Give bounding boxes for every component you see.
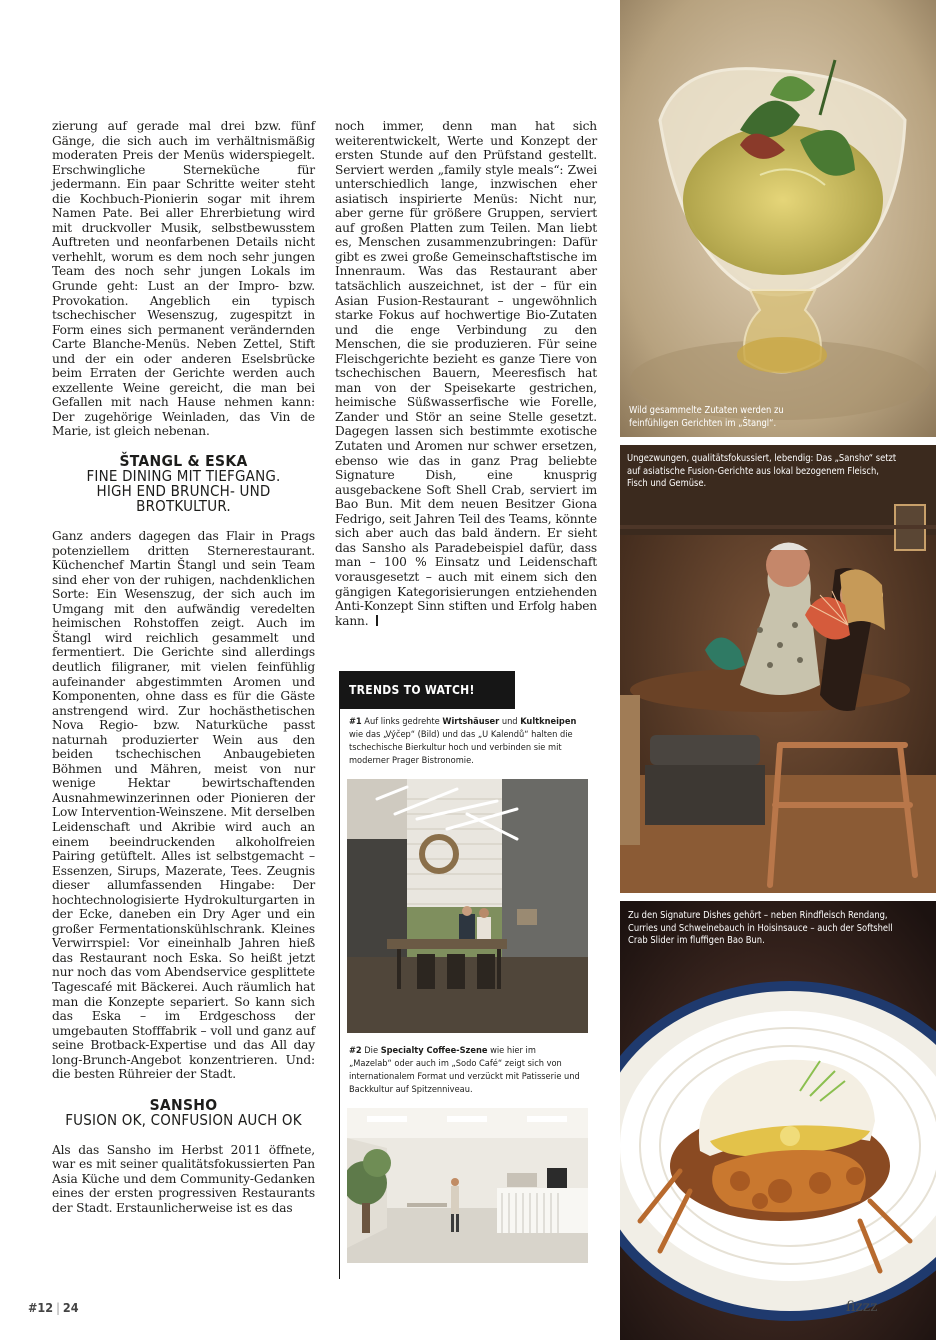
trend-2-text-a: Die xyxy=(361,1045,381,1056)
trend-1-text-c: und xyxy=(499,716,521,727)
trend-1-text-d: wie das „Výčep“ (Bild) und das „U Kalendů“ halten die tschechische Bierkultur hoch und verbinden sie mit moderner Prager Bistronomie. xyxy=(349,729,573,767)
cafe-interior-illustration xyxy=(347,1108,588,1263)
paragraph-sansho-text: noch immer, denn man hat sich weiterentwickelt, Werte und Konzept der ersten Stunde auf den Prüfstand gestellt. Serviert werden „family style meals“: Zwei unterschiedlich lange, inzwischen eher asiatisch inspirierte Menüs: Nicht nur, aber gerne für größere Gruppen, serviert auf großen Platten zum Teilen. Man liebt es, Menschen zusammenzubringen: Dafür gibt es zwei große Gemeinschaftstische im Innenraum. Was das Restaurant aber tatsächlich auszeichnet, ist der – für ein Asian Fusion-Restaurant – ungewöhnlich starke Fokus auf hochwertige Bio-Zutaten und die enge Verbindung zu den Menschen, die sie produzieren. Für seine Fleischgerichte bezieht es ganze Tiere von tschechischen Bauern, Meeresfisch hat man von der Speisekarte gestrichen, heimische Süßwasserfische wie Forelle, Zander und Stör an seine Stelle gesetzt. Dagegen lassen sich bestimmte exotische Zutaten und Aromen nur schwer ersetzen, ebenso wie das in ganz Prag beliebte Signature Dish, eine knusprig ausgebackene Soft Shell Crab, serviert im Bao Bun. Mit dem neuen Besitzer Giona Fedrigo, seit Jahren Teil des Teams, könnte sich aber auch das bald ändern. Er sieht das Sansho als Paradebeispiel dafür, dass man – 100 % Einsatz und Leidenschaft vorausgesetzt – auch mit einem sich den gängigen Kategorisierungen entziehenden Anti-Konzept Sinn stiften und Erfolg haben kann. xyxy=(335,119,597,628)
trend-1-bold-kultkneipen: Kultkneipen xyxy=(520,716,577,727)
section-subtitle-stangl: FINE DINING MIT TIEFGANG. HIGH END BRUNCH- UND BROTKULTUR. xyxy=(86,467,281,516)
photo-softshell-crab-bao xyxy=(620,901,936,1340)
trends-title: TRENDS TO WATCH! xyxy=(349,683,475,697)
section-title-stangl: ŠTANGL & ESKA xyxy=(119,452,248,471)
trend-1-photo-vycep xyxy=(347,779,588,1033)
article-column-2 xyxy=(335,119,597,628)
article-column-1 xyxy=(52,119,315,1216)
trend-1-caption xyxy=(349,715,581,767)
glass-bowl-dish-illustration xyxy=(620,0,936,437)
caption-photo-sansho: Ungezwungen, qualitätsfokussiert, lebendig: Das „Sansho“ setzt auf asiatische Fusion-Gerichte aus lokal bezogenem Fleisch, Fisch und Gemüse. xyxy=(627,453,897,489)
paragraph-stangl-intro: zierung auf gerade mal drei bzw. fünf Gänge, die sich auch im verhältnismäßig moderaten Preis der Menüs widerspiegelt. Erschwingliche Sterneküche für jedermann. Ein paar Schritte weiter steht die Kochbuch-Pionierin sogar mit ihrem Namen Pate. Bei aller Ehrerbietung wird mit druckvoller Musik, selbstbewusstem Auftreten und neonfarbenen Details nicht verhehlt, worum es dem noch sehr jungen Team des noch sehr jungen Lokals im Grunde geht: Lust an der Impro- bzw. Provokation. Angeblich ein typisch tschechischer Wesenszug, zugespitzt in Form eines sich permanent verändernden Carte Blanche-Menüs. Neben Zettel, Stift und der ein oder anderen Eselsbrücke beim Erraten der Gerichte werden auch exzellente Weine gereicht, die man bei Gefallen mit nach Hause nehmen kann: Der zugehörige Weinladen, das Vin de Marie, ist gleich nebenan. xyxy=(52,119,315,439)
paragraph-sansho xyxy=(335,119,597,628)
photo-stangl-dish xyxy=(620,0,936,437)
footer-brand-logo: fizzz xyxy=(846,1299,878,1315)
trend-1-text-a: Auf links gedrehte xyxy=(361,716,443,727)
restaurant-guests-illustration xyxy=(620,445,936,893)
paragraph-sansho-intro: Als das Sansho im Herbst 2011 öffnete, war es mit seiner qualitätsfokussierten Pan Asia Küche und dem Community-Gedanken eines der ersten progressiven Restaurants der Stadt. Erstaunlicherweise ist es das xyxy=(52,1142,315,1215)
trend-1-bold-wirtshaeuser: Wirtshäuser xyxy=(442,716,500,727)
paragraph-stangl: Ganz anders dagegen das Flair in Prags potenziellem dritten Sternerestaurant. Küchenchef Martin Štangl und sein Team sind eher von der ruhigen, nachdenklichen Sorte: Ein Wesenszug, der sich auch im Umgang mit den aufwändig veredelten heimischen Rohstoffen zeigt. Auch im Štangl wird reichlich gesammelt und fermentiert. Die Gerichte sind allerdings deutlich filigraner, mit vielen feinfühlig aufeinander abgestimmten Aromen und Komponenten, ohne dass es für die Gäste anstrengend wird. Zur hochästhetischen Nova Regio- bzw. Naturküche passt naturnah produzierter Wein aus den beiden tschechischen Anbaugebieten Böhmen und Mähren, meist von nur wenige Hektar bewirtschaftenden Ausnahmewinzerinnen oder Pionieren der Low Intervention-Weinszene. Mit derselben Leidenschaft und Akribie wird auch an einem beeindruckenden alkoholfreien Pairing getüftelt. Alles ist selbstgemacht – Essenzen, Sirups, Mazerate, Tees. Zeugnis dieser allumfassenden Hingabe: Der hochtechnologisierte Hydrokulturgarten in der Ecke, daneben ein Dry Ager und ein großer Fermentationskühlschrank. Kleines Verwirrspiel: Vor eineinhalb Jahren hieß das Restaurant noch Eska. So heißt jetzt nur noch das vom Abendservice gesplittete Tagescafé mit Bäckerei. Auch räumlich hat man die Konzepte separiert. So kann sich das Eska – im Erdgeschoss der umgebauten Stofffabrik – voll und ganz auf seine Brotback-Expertise und das All day long-Brunch-Angebot konzentrieren. Und: die besten Rühreier der Stadt. xyxy=(52,529,315,1082)
footer-separator: | xyxy=(56,1300,60,1315)
trend-2-number: #2 xyxy=(349,1045,362,1056)
trends-title-bar xyxy=(339,671,515,709)
caption-photo-stangl: Wild gesammelte Zutaten werden zu feinfühligen Gerichten im „Štangl“. xyxy=(629,405,784,429)
caption-photo-crab: Zu den Signature Dishes gehört – neben Rindfleisch Rendang, Curries und Schweinebauch in Hoisinsauce – auch der Softshell Crab Slider im fluffigen Bao Bun. xyxy=(628,910,893,946)
footer-year: 24 xyxy=(62,1300,79,1315)
footer-issue-number: #12 xyxy=(28,1300,54,1315)
bao-bun-dish-illustration xyxy=(620,901,936,1340)
section-title-sansho: SANSHO xyxy=(149,1095,218,1114)
trend-2-bold-specialty-coffee: Specialty Coffee-Szene xyxy=(380,1045,488,1056)
trends-vertical-rule xyxy=(339,708,340,1279)
trend-2-caption xyxy=(349,1044,581,1096)
trend-2-photo-mazelab xyxy=(347,1108,588,1263)
section-subtitle-sansho: FUSION OK, CONFUSION AUCH OK xyxy=(65,1110,302,1129)
section-heading-stangl xyxy=(52,453,315,514)
trend-2-text-c: wie hier im „Mazelab“ oder auch im „Sodo Café“ zeigt sich von internationalem Format und verzückt mit Patisserie und Backkultur auf Spitzenniveau. xyxy=(349,1045,580,1096)
footer-issue xyxy=(28,1300,79,1315)
vycep-interior-illustration xyxy=(347,779,588,1033)
end-mark xyxy=(376,615,378,626)
photo-sansho-guests xyxy=(620,445,936,893)
section-heading-sansho xyxy=(52,1097,315,1128)
trend-1-number: #1 xyxy=(349,716,362,727)
